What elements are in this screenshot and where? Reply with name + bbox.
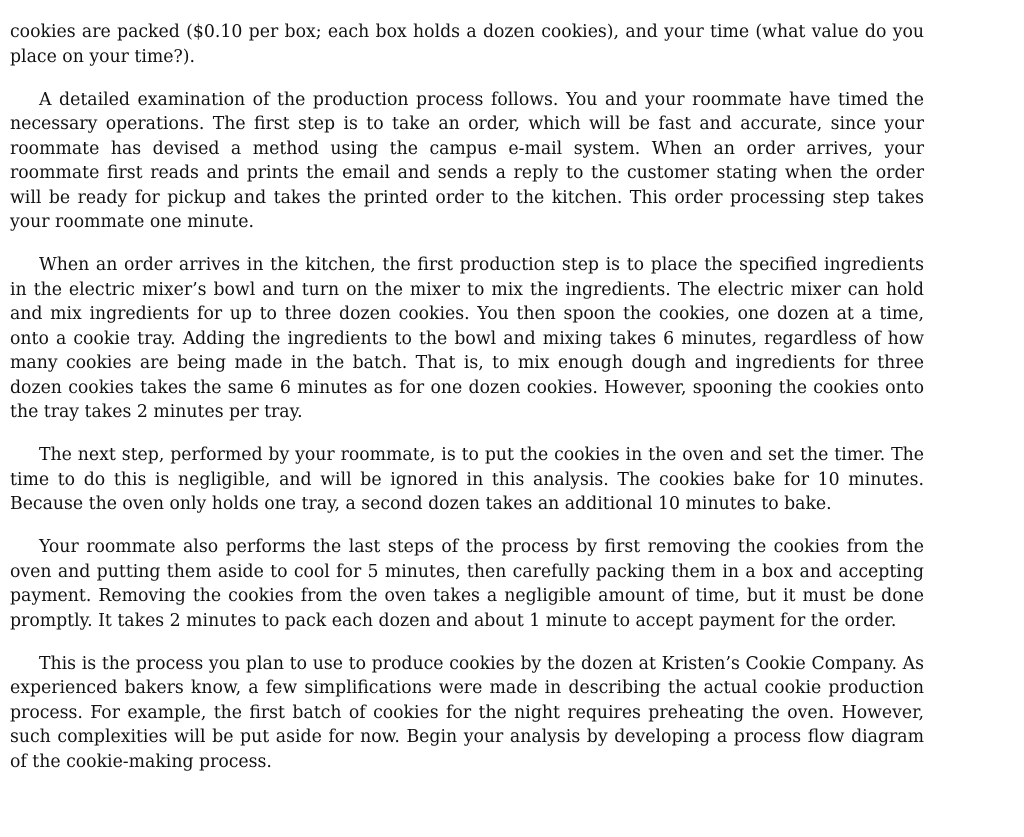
paragraph-baking: The next step, performed by your roommate, is to put the cookies in the oven and set the timer. The time to do this is negligible, and will be ignored in this analysis. The cookies bake for 10 minutes. Because the oven only holds one tray, a second dozen takes an additional 10 minutes to bake. [10,445,924,514]
paragraph-mixing: When an order arrives in the kitchen, the first production step is to place the specified ingredients in the electric mixer’s bowl and turn on the mixer to mix the ingredients. The electric mixer can hold and mix ingredients for up to three dozen cookies. You then spoon the cookies, one dozen at a time, onto a cookie tray. Adding the ingredients to the bowl and mixing takes 6 minutes, regardless of how many cookies are being made in the batch. That is, to mix enough dough and ingredients for three dozen cookies takes the same 6 minutes as for one dozen cookies. However, spooning the cookies onto the tray takes 2 minutes per tray. [10,255,924,422]
document-page [10,20,924,774]
paragraph-order-processing: A detailed examination of the production process follows. You and your roommate have timed the necessary operations. The first step is to take an order, which will be fast and accurate, since your roommate has devised a method using the campus e-mail system. When an order arrives, your roommate first reads and prints the email and sends a reply to the customer stating when the order will be ready for pickup and takes the printed order to the kitchen. This order processing step takes your roommate one minute. [10,89,924,232]
paragraph-packing: Your roommate also performs the last steps of the process by first removing the cookies from the oven and putting them aside to cool for 5 minutes, then carefully packing them in a box and accepting payment. Removing the cookies from the oven takes a negligible amount of time, but it must be done promptly. It takes 2 minutes to pack each dozen and about 1 minute to accept payment for the order. [10,537,924,631]
paragraph-continuation: cookies are packed ($0.10 per box; each box holds a dozen cookies), and your time (what value do you place on your time?). [10,22,924,67]
paragraph-summary: This is the process you plan to use to produce cookies by the dozen at Kristen’s Cookie Company. As experienced bakers know, a few simplifications were made in describing the actual cookie production process. For example, the first batch of cookies for the night requires preheating the oven. However, such complexities will be put aside for now. Begin your analysis by developing a process flow diagram of the cookie-making process. [10,653,924,772]
